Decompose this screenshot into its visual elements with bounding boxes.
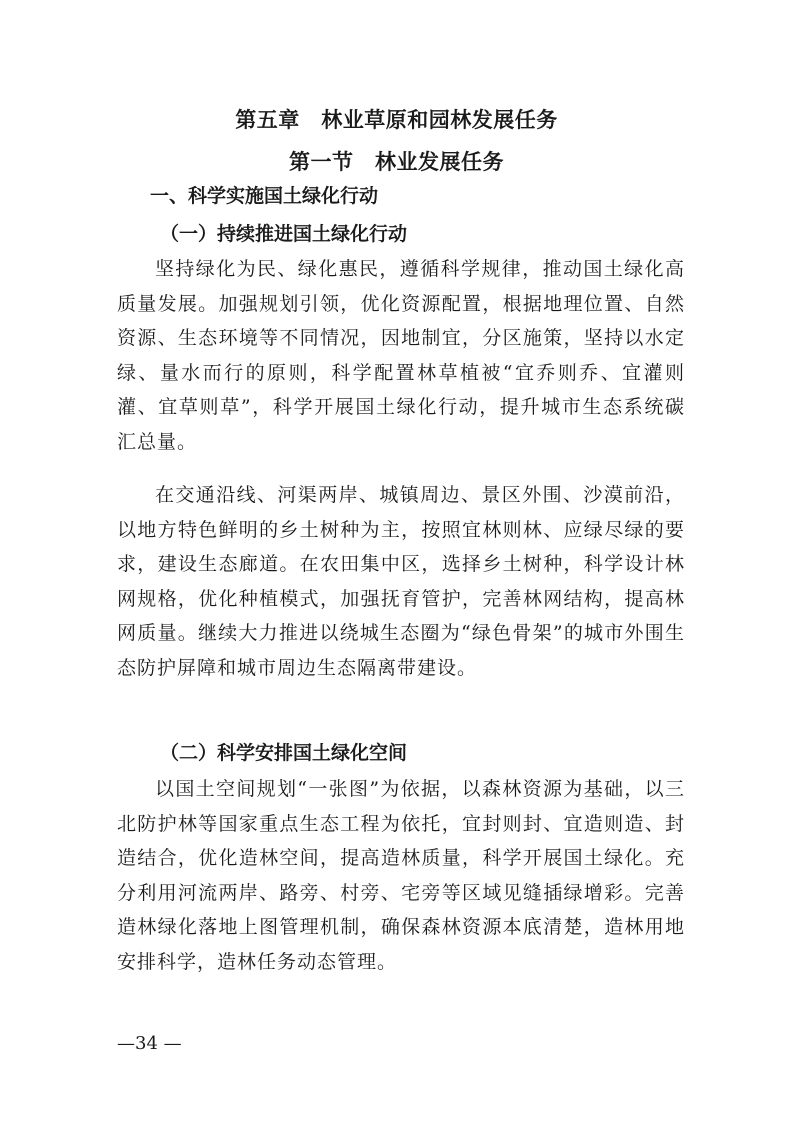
section-title: 第一节 林业发展任务: [289, 150, 504, 174]
body-paragraph: 坚持绿化为民、绿化惠民，遵循科学规律，推动国土绿化高质量发展。加强规划引领，优化资源配置，根据地理位置、自然资源、生态环境等不同情况，因地制宜，分区施策，坚持以水定绿、量水而行的原则，科学配置林草植被“宜乔则乔、宜灌则灌、宜草则草”，科学开展国土绿化行动，提升城市生态系统碳汇总量。: [117, 258, 685, 453]
heading-level-1: 一、科学实施国土绿化行动: [150, 185, 379, 207]
chapter-title: 第五章 林业草原和园林发展任务: [235, 108, 558, 132]
page-number: —34 —: [117, 1033, 182, 1054]
body-paragraph: 在交通沿线、河渠两岸、城镇周边、景区外围、沙漠前沿，以地方特色鲜明的乡土树种为主，按照宜林则林、应绿尽绿的要求，建设生态廊道。在农田集中区，选择乡土树种，科学设计林网规格，优化种植模式，加强抚育管护，完善林网结构，提高林网质量。继续大力推进以绕城生态圈为“绿色骨架”的城市外围生态防护屏障和城市周边生态隔离带建设。: [117, 484, 685, 679]
body-paragraph: 以国土空间规划“一张图”为依据，以森林资源为基础，以三北防护林等国家重点生态工程为依托，宜封则封、宜造则造、封造结合，优化造林空间，提高造林质量，科学开展国土绿化。充分利用河流两岸、路旁、村旁、宅旁等区域见缝插绿增彩。完善造林绿化落地上图管理机制，确保森林资源本底清楚，造林用地安排科学，造林任务动态管理。: [117, 778, 685, 973]
subsection-heading: （一）持续推进国土绿化行动: [160, 223, 408, 245]
subsection-heading: （二）科学安排国土绿化空间: [160, 742, 408, 764]
